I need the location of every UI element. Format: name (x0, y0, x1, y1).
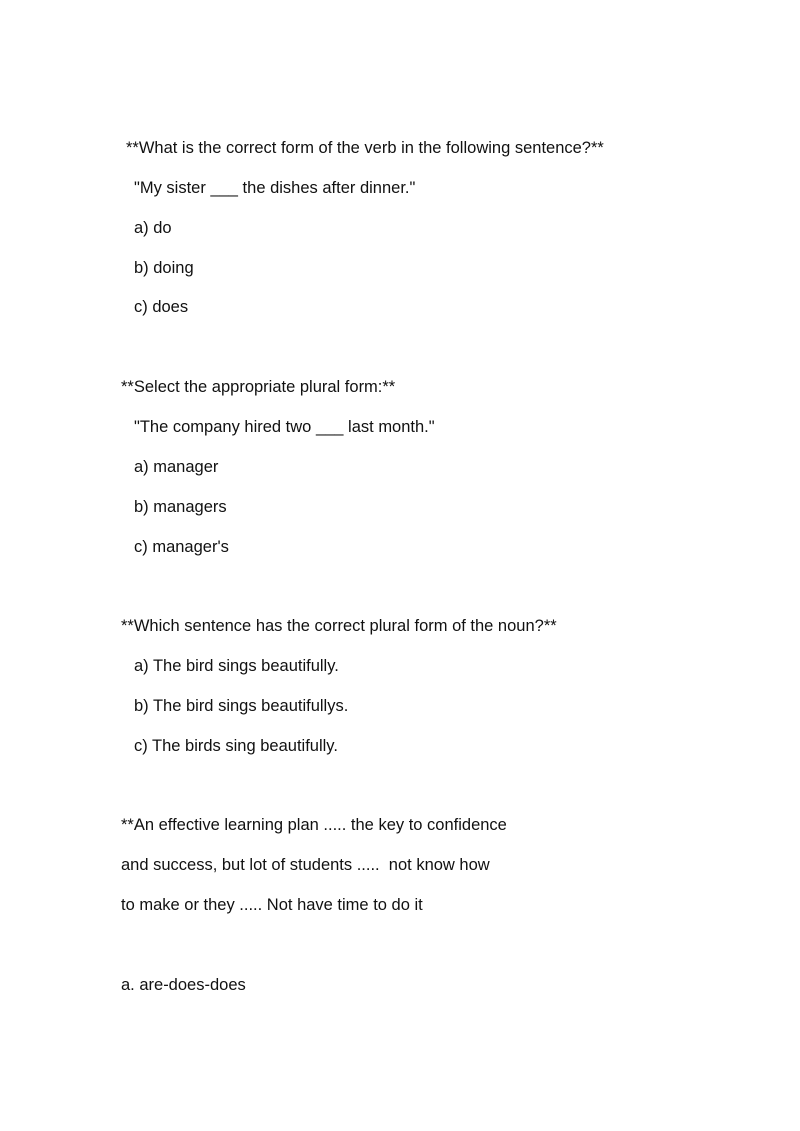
question-4-option-a: a. are-does-does (121, 976, 246, 994)
question-1-option-c: c) does (134, 298, 189, 316)
question-3-option-b: b) The bird sings beautifullys. (134, 697, 349, 715)
question-1-sentence: "My sister ___ the dishes after dinner." (134, 179, 416, 197)
question-2-sentence: "The company hired two ___ last month." (134, 418, 435, 436)
question-4-prompt-line-3: to make or they ..... Not have time to do it (121, 896, 423, 914)
question-3-prompt: **Which sentence has the correct plural form of the noun?** (121, 617, 557, 635)
question-2-prompt: **Select the appropriate plural form:** (121, 378, 396, 396)
question-1-option-a: a) do (134, 219, 172, 237)
question-4-prompt-line-2: and success, but lot of students ..... not know how (121, 856, 490, 874)
question-2-option-c: c) manager's (134, 538, 229, 556)
question-2-option-b: b) managers (134, 498, 227, 516)
question-3-option-a: a) The bird sings beautifully. (134, 657, 339, 675)
question-1-prompt: **What is the correct form of the verb in the following sentence?** (126, 139, 604, 157)
question-3-option-c: c) The birds sing beautifully. (134, 737, 338, 755)
question-1-option-b: b) doing (134, 259, 194, 277)
question-4-prompt-line-1: **An effective learning plan ..... the key to confidence (121, 816, 507, 834)
question-2-option-a: a) manager (134, 458, 219, 476)
